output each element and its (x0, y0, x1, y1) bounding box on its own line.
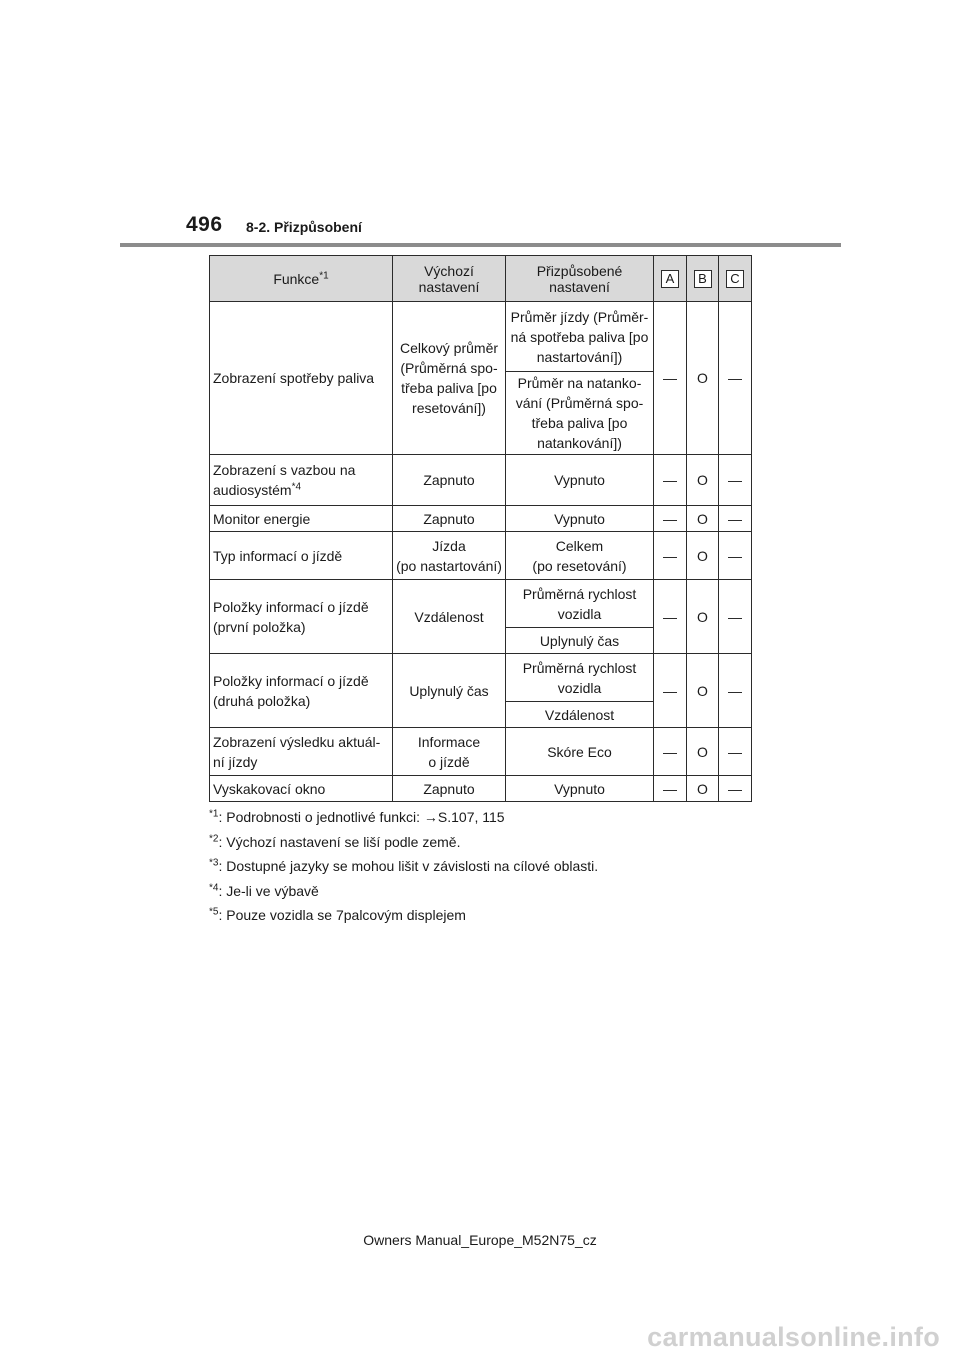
header-default: Výchozí nastavení (393, 256, 506, 302)
row-default: Zapnuto (393, 776, 506, 802)
header-a (654, 256, 687, 302)
row-mark-b: O (687, 728, 719, 776)
row-function: Zobrazení spotřeby paliva (210, 302, 393, 455)
row-mark-b: O (687, 302, 719, 455)
row-mark-c: — (719, 455, 752, 506)
row-mark-b: O (687, 532, 719, 580)
row-mark-c: — (719, 728, 752, 776)
row-function: Položky informací o jízdě (první položka) (210, 580, 393, 654)
row-custom: Celkem (po resetování) (506, 532, 654, 580)
header-b (687, 256, 719, 302)
row-mark-a: — (654, 776, 687, 802)
row-mark-c: — (719, 506, 752, 532)
table-row (210, 455, 752, 506)
row-default: Zapnuto (393, 506, 506, 532)
header-function: Funkce$^{*1}$ (210, 256, 393, 302)
row-custom: Vypnuto (506, 455, 654, 506)
label-a-box: A (661, 270, 679, 288)
row-function: Monitor energie (210, 506, 393, 532)
row-mark-c: — (719, 580, 752, 654)
table-row (210, 776, 752, 802)
watermark: carmanualsonline.info (647, 1322, 940, 1352)
row-custom-option: Uplynulý čas (506, 628, 654, 654)
page-number: 496 (186, 213, 223, 236)
row-default: Vzdálenost (393, 580, 506, 654)
table-row (210, 302, 752, 372)
row-function: Zobrazení s vazbou na audiosystém$^{*4}$ (210, 455, 393, 506)
row-mark-b: O (687, 455, 719, 506)
row-custom-option: Vzdálenost (506, 702, 654, 728)
row-function: Vyskakovací okno (210, 776, 393, 802)
row-mark-a: — (654, 302, 687, 455)
row-mark-c: — (719, 302, 752, 455)
header-c (719, 256, 752, 302)
row-mark-b: O (687, 580, 719, 654)
row-mark-a: — (654, 532, 687, 580)
table-row (210, 532, 752, 580)
row-function: Typ informací o jízdě (210, 532, 393, 580)
row-mark-a: — (654, 728, 687, 776)
footnote: $^{*3}$: Dostupné jazyky se mohou lišit v závislosti na cílové oblasti. (209, 857, 599, 874)
row-default: Informace o jízdě (393, 728, 506, 776)
row-mark-a: — (654, 580, 687, 654)
footnote: $^{*5}$: Pouze vozidla se 7palcovým displejem (209, 906, 466, 923)
row-mark-a: — (654, 506, 687, 532)
table-row (210, 728, 752, 776)
section-title: 8-2. Přizpůsobení (246, 219, 362, 235)
row-custom: Vypnuto (506, 776, 654, 802)
row-custom-option: Průměr jízdy (Průměr-ná spotřeba paliva [po nastartování]) (506, 302, 654, 372)
row-custom-option: Průměrná rychlost vozidla (506, 580, 654, 628)
row-custom: Vypnuto (506, 506, 654, 532)
label-b-box: B (694, 270, 712, 288)
row-default: Jízda (po nastartování) (393, 532, 506, 580)
row-mark-b: O (687, 776, 719, 802)
footnote: $^{*4}$: Je-li ve výbavě (209, 881, 319, 899)
footnotes (209, 805, 769, 928)
footnote: $^{*1}$: Podrobnosti o jednotlivé funkci: →S.107, 115 (209, 808, 505, 825)
table-row (210, 654, 752, 702)
table-row (210, 580, 752, 628)
table-header-row (210, 256, 752, 302)
header-divider (120, 243, 841, 247)
row-default: Zapnuto (393, 455, 506, 506)
row-function: Zobrazení výsledku aktuál-ní jízdy (210, 728, 393, 776)
row-mark-a: — (654, 654, 687, 728)
row-default: Uplynulý čas (393, 654, 506, 728)
row-mark-a: — (654, 455, 687, 506)
row-default: Celkový průměr (Průměrná spo-třeba paliva [po resetování]) (393, 302, 506, 455)
footnote: $^{*2}$: Výchozí nastavení se liší podle země. (209, 832, 461, 850)
row-mark-c: — (719, 654, 752, 728)
row-custom-option: Průměr na natanko-vání (Průměrná spo-třeba paliva [po natankování]) (506, 372, 654, 455)
row-function: Položky informací o jízdě (druhá položka) (210, 654, 393, 728)
row-mark-b: O (687, 506, 719, 532)
header-custom: Přizpůsobené nastavení (506, 256, 654, 302)
table-row (210, 506, 752, 532)
row-mark-c: — (719, 532, 752, 580)
row-custom-option: Průměrná rychlost vozidla (506, 654, 654, 702)
row-mark-c: — (719, 776, 752, 802)
row-custom: Skóre Eco (506, 728, 654, 776)
settings-table (209, 255, 752, 802)
label-c-box: C (726, 270, 744, 288)
page-footer: Owners Manual_Europe_M52N75_cz (363, 1232, 597, 1248)
row-mark-b: O (687, 654, 719, 728)
